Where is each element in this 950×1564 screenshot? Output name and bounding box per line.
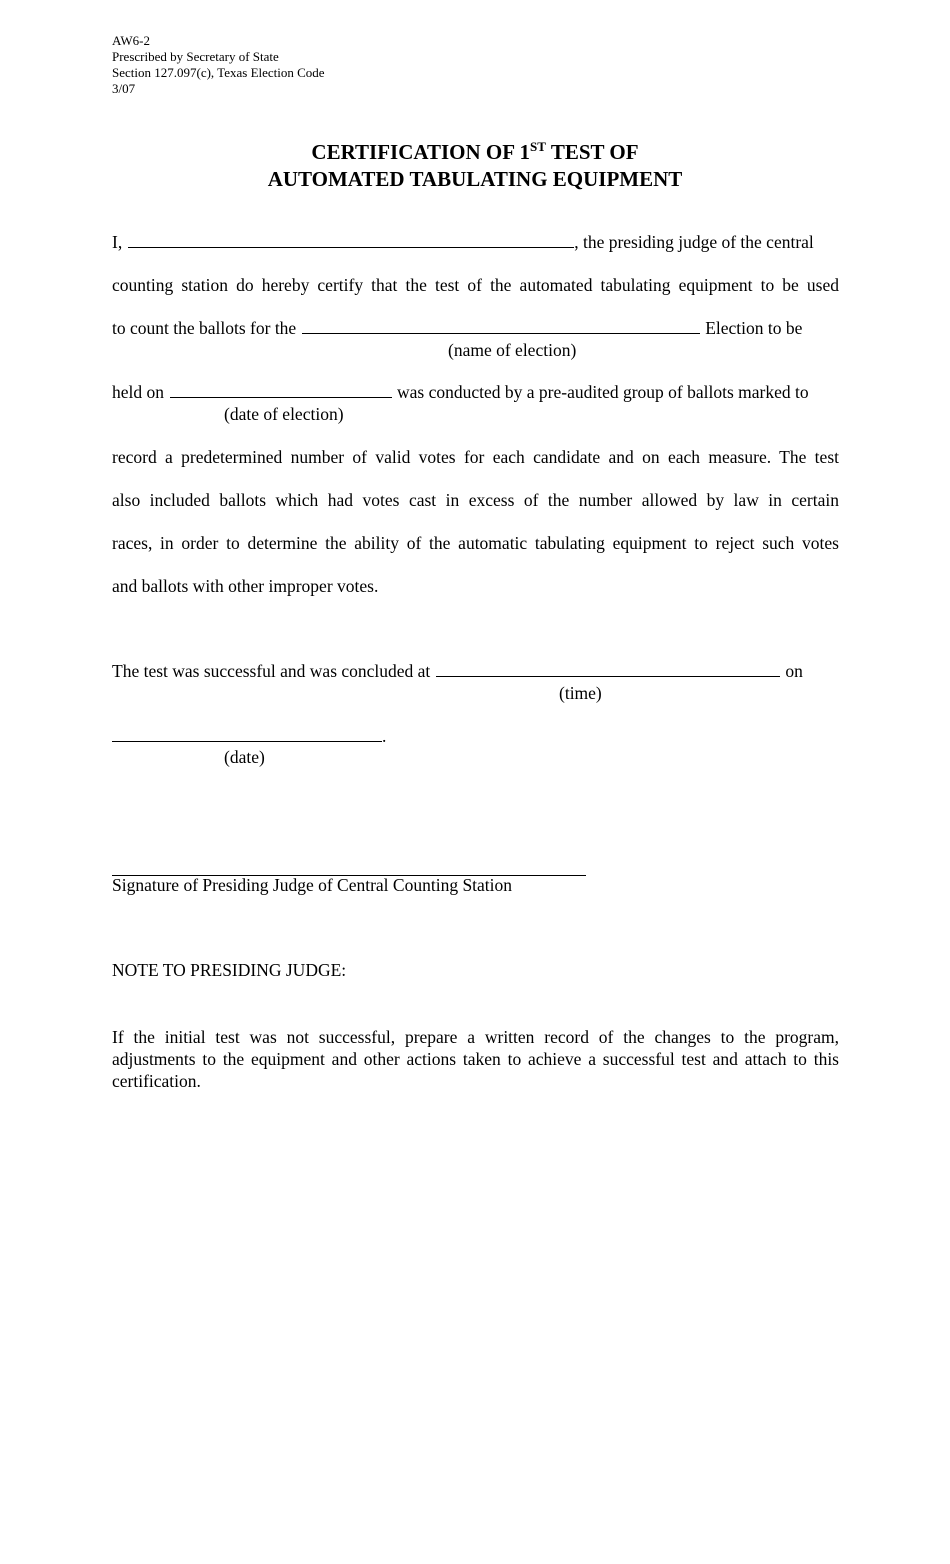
- note-heading: NOTE TO PRESIDING JUDGE:: [112, 960, 347, 980]
- body-line-3: to count the ballots for the Election to be: [112, 318, 803, 338]
- conclusion-date-field[interactable]: [112, 726, 382, 742]
- election-date-field[interactable]: [170, 382, 392, 398]
- election-name-field[interactable]: [302, 318, 700, 334]
- title-line-1: CERTIFICATION OF 1ST TEST OF: [311, 139, 639, 164]
- prescribed-by: Prescribed by Secretary of State: [112, 49, 279, 64]
- body-line-6: also included ballots which had votes cast in excess of the number allowed by law in certain: [112, 490, 839, 510]
- presiding-judge-name-field[interactable]: [128, 232, 574, 248]
- time-caption: (time): [559, 683, 602, 703]
- election-name-caption: (name of election): [448, 340, 577, 360]
- body-line-2: counting station do hereby certify that the test of the automated tabulating equipment to be used: [112, 275, 839, 295]
- body-line-7: races, in order to determine the ability of the automatic tabulating equipment to reject such votes: [112, 533, 839, 553]
- conclusion-line-1: The test was successful and was concluded at on: [112, 661, 803, 681]
- form-header: [112, 33, 325, 97]
- body-line-5: record a predetermined number of valid votes for each candidate and on each measure. The test: [112, 447, 839, 467]
- title-superscript: ST: [530, 139, 546, 154]
- body-line-4: held on was conducted by a pre-audited group of ballots marked to: [112, 382, 809, 402]
- body-line-8: and ballots with other improper votes.: [112, 576, 379, 596]
- body-line-1: I, , the presiding judge of the central: [112, 232, 814, 252]
- form-number: AW6-2: [112, 33, 150, 48]
- title-line-2: AUTOMATED TABULATING EQUIPMENT: [267, 167, 683, 191]
- conclusion-line-2: .: [112, 726, 386, 747]
- code-section: Section 127.097(c), Texas Election Code: [112, 65, 325, 80]
- date-caption: (date): [224, 747, 265, 767]
- note-text: If the initial test was not successful, prepare a written record of the changes to the program, adjustments to the equipment and other actions taken to achieve a successful test and attach to this certification.: [112, 1027, 839, 1091]
- conclusion-time-field[interactable]: [436, 661, 780, 677]
- revision-date: 3/07: [112, 81, 136, 96]
- election-date-caption: (date of election): [224, 404, 344, 424]
- signature-label: Signature of Presiding Judge of Central Counting Station: [112, 875, 513, 895]
